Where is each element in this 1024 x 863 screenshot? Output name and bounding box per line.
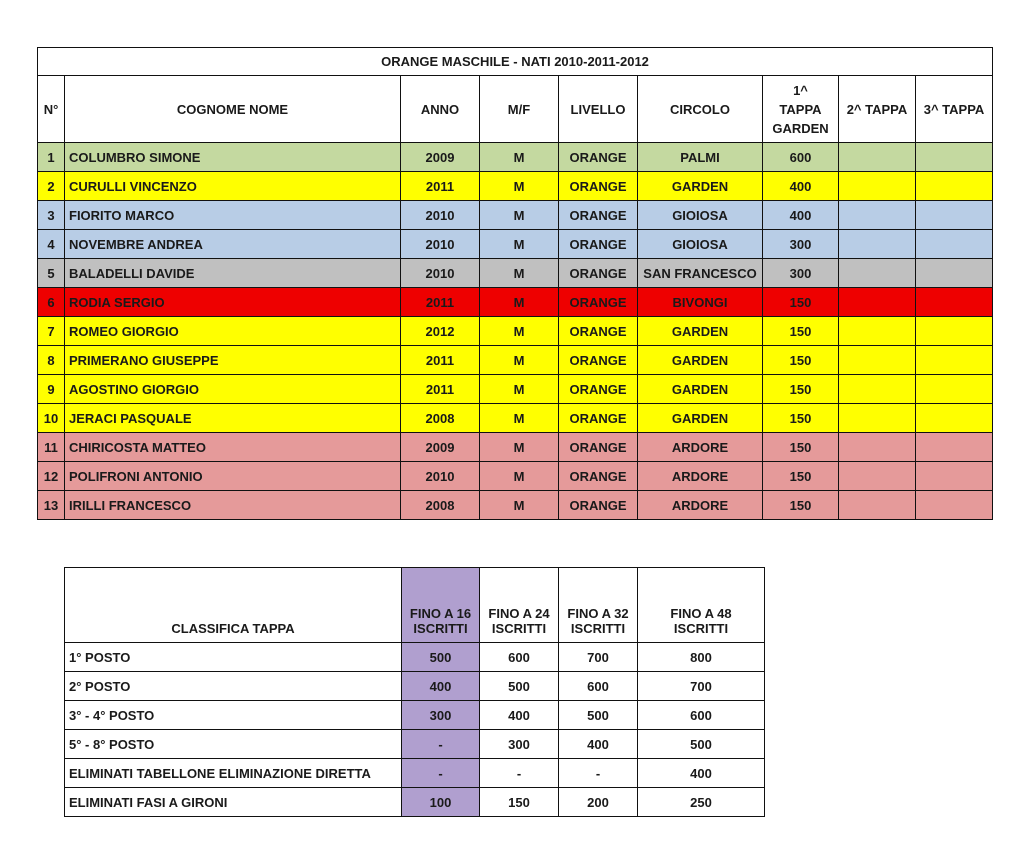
- stage2-points: [839, 143, 916, 172]
- player-name: POLIFRONI ANTONIO: [65, 462, 401, 491]
- scoring-row: [65, 759, 765, 788]
- stage1-points: 150: [763, 491, 839, 520]
- player-name: ROMEO GIORGIO: [65, 317, 401, 346]
- stage3-points: [916, 259, 993, 288]
- table-row: [38, 375, 993, 404]
- header-fino-32: [559, 568, 638, 643]
- player-name: CHIRICOSTA MATTEO: [65, 433, 401, 462]
- table-row: [38, 404, 993, 433]
- stage2-points: [839, 288, 916, 317]
- placement-label: ELIMINATI TABELLONE ELIMINAZIONE DIRETTA: [65, 759, 402, 788]
- level: ORANGE: [559, 491, 638, 520]
- stage2-points: [839, 433, 916, 462]
- scoring-header-label: CLASSIFICA TAPPA: [65, 568, 402, 643]
- stage2-points: [839, 259, 916, 288]
- stage1-points: 400: [763, 172, 839, 201]
- points-fino-32: 600: [559, 672, 638, 701]
- club: ARDORE: [638, 462, 763, 491]
- header-fino-48-line1: FINO A 48: [670, 606, 732, 621]
- level: ORANGE: [559, 230, 638, 259]
- header-tappa1-line2: TAPPA: [779, 101, 822, 117]
- points-fino-24: -: [480, 759, 559, 788]
- scoring-row: [65, 701, 765, 730]
- scoring-header-row: [65, 568, 765, 643]
- stage3-points: [916, 462, 993, 491]
- table-row: [38, 201, 993, 230]
- gender: M: [480, 317, 559, 346]
- header-anno: ANNO: [401, 76, 480, 143]
- birth-year: 2012: [401, 317, 480, 346]
- points-fino-32: 700: [559, 643, 638, 672]
- points-fino-16: 300: [402, 701, 480, 730]
- row-number: 2: [38, 172, 65, 201]
- stage2-points: [839, 201, 916, 230]
- stage2-points: [839, 346, 916, 375]
- header-tappa1: [763, 76, 839, 143]
- header-fino-32-line2: ISCRITTI: [570, 621, 626, 636]
- club: ARDORE: [638, 433, 763, 462]
- player-name: FIORITO MARCO: [65, 201, 401, 230]
- points-fino-24: 500: [480, 672, 559, 701]
- level: ORANGE: [559, 143, 638, 172]
- stage1-points: 150: [763, 288, 839, 317]
- stage3-points: [916, 230, 993, 259]
- level: ORANGE: [559, 462, 638, 491]
- placement-label: 3° - 4° POSTO: [65, 701, 402, 730]
- points-fino-32: 200: [559, 788, 638, 817]
- stage1-points: 150: [763, 433, 839, 462]
- stage1-points: 600: [763, 143, 839, 172]
- gender: M: [480, 288, 559, 317]
- level: ORANGE: [559, 375, 638, 404]
- header-tappa1-line1: 1^: [793, 82, 808, 98]
- row-number: 1: [38, 143, 65, 172]
- gender: M: [480, 404, 559, 433]
- header-fino-24-line1: FINO A 24: [488, 606, 550, 621]
- header-tappa1-line3: GARDEN: [772, 120, 829, 136]
- club: GARDEN: [638, 375, 763, 404]
- points-fino-16: -: [402, 730, 480, 759]
- points-fino-16: 500: [402, 643, 480, 672]
- header-circolo: CIRCOLO: [638, 76, 763, 143]
- header-fino-16: [402, 568, 480, 643]
- birth-year: 2011: [401, 375, 480, 404]
- club: PALMI: [638, 143, 763, 172]
- row-number: 11: [38, 433, 65, 462]
- birth-year: 2010: [401, 201, 480, 230]
- birth-year: 2011: [401, 288, 480, 317]
- club: GARDEN: [638, 317, 763, 346]
- stage2-points: [839, 404, 916, 433]
- table-row: [38, 259, 993, 288]
- gender: M: [480, 462, 559, 491]
- player-name: COLUMBRO SIMONE: [65, 143, 401, 172]
- stage3-points: [916, 317, 993, 346]
- club: GARDEN: [638, 172, 763, 201]
- birth-year: 2010: [401, 462, 480, 491]
- header-tappa3: 3^ TAPPA: [916, 76, 993, 143]
- stage2-points: [839, 375, 916, 404]
- points-fino-24: 400: [480, 701, 559, 730]
- level: ORANGE: [559, 288, 638, 317]
- club: GIOIOSA: [638, 230, 763, 259]
- header-fino-48-line2: ISCRITTI: [673, 621, 729, 636]
- points-fino-32: 400: [559, 730, 638, 759]
- table-row: [38, 433, 993, 462]
- placement-label: ELIMINATI FASI A GIRONI: [65, 788, 402, 817]
- table-row: [38, 462, 993, 491]
- header-num: N°: [38, 76, 65, 143]
- birth-year: 2010: [401, 259, 480, 288]
- player-name: CURULLI VINCENZO: [65, 172, 401, 201]
- stage2-points: [839, 491, 916, 520]
- row-number: 3: [38, 201, 65, 230]
- stage3-points: [916, 143, 993, 172]
- club: GARDEN: [638, 346, 763, 375]
- header-fino-24-line2: ISCRITTI: [491, 621, 547, 636]
- stage3-points: [916, 433, 993, 462]
- points-fino-32: 500: [559, 701, 638, 730]
- placement-label: 5° - 8° POSTO: [65, 730, 402, 759]
- level: ORANGE: [559, 433, 638, 462]
- gender: M: [480, 201, 559, 230]
- gender: M: [480, 375, 559, 404]
- table-row: [38, 172, 993, 201]
- scoring-table: [64, 567, 765, 817]
- row-number: 5: [38, 259, 65, 288]
- gender: M: [480, 433, 559, 462]
- header-fino-16-line2: ISCRITTI: [413, 621, 468, 636]
- stage1-points: 400: [763, 201, 839, 230]
- row-number: 4: [38, 230, 65, 259]
- row-number: 10: [38, 404, 65, 433]
- stage1-points: 150: [763, 375, 839, 404]
- points-fino-48: 700: [638, 672, 765, 701]
- gender: M: [480, 230, 559, 259]
- header-row: [38, 76, 993, 143]
- stage3-points: [916, 172, 993, 201]
- stage3-points: [916, 288, 993, 317]
- stage1-points: 300: [763, 230, 839, 259]
- points-fino-48: 250: [638, 788, 765, 817]
- club: GIOIOSA: [638, 201, 763, 230]
- stage2-points: [839, 317, 916, 346]
- player-name: IRILLI FRANCESCO: [65, 491, 401, 520]
- stage3-points: [916, 375, 993, 404]
- points-fino-24: 150: [480, 788, 559, 817]
- club: GARDEN: [638, 404, 763, 433]
- club: ARDORE: [638, 491, 763, 520]
- table-row: [38, 317, 993, 346]
- table-row: [38, 491, 993, 520]
- header-fino-24: [480, 568, 559, 643]
- header-fino-48: [638, 568, 765, 643]
- points-fino-24: 300: [480, 730, 559, 759]
- player-name: AGOSTINO GIORGIO: [65, 375, 401, 404]
- stage3-points: [916, 201, 993, 230]
- points-fino-24: 600: [480, 643, 559, 672]
- table-row: [38, 230, 993, 259]
- row-number: 8: [38, 346, 65, 375]
- row-number: 9: [38, 375, 65, 404]
- birth-year: 2008: [401, 404, 480, 433]
- birth-year: 2011: [401, 172, 480, 201]
- gender: M: [480, 172, 559, 201]
- placement-label: 2° POSTO: [65, 672, 402, 701]
- gender: M: [480, 346, 559, 375]
- stage1-points: 150: [763, 317, 839, 346]
- club: BIVONGI: [638, 288, 763, 317]
- stage3-points: [916, 404, 993, 433]
- table-row: [38, 143, 993, 172]
- header-fino-16-line1: FINO A 16: [409, 606, 472, 621]
- birth-year: 2011: [401, 346, 480, 375]
- stage2-points: [839, 172, 916, 201]
- points-fino-32: -: [559, 759, 638, 788]
- table-row: [38, 288, 993, 317]
- player-name: PRIMERANO GIUSEPPE: [65, 346, 401, 375]
- stage3-points: [916, 346, 993, 375]
- birth-year: 2009: [401, 433, 480, 462]
- row-number: 6: [38, 288, 65, 317]
- stage1-points: 300: [763, 259, 839, 288]
- header-livello: LIVELLO: [559, 76, 638, 143]
- points-fino-48: 400: [638, 759, 765, 788]
- stage3-points: [916, 491, 993, 520]
- stage1-points: 150: [763, 346, 839, 375]
- row-number: 13: [38, 491, 65, 520]
- stage2-points: [839, 462, 916, 491]
- level: ORANGE: [559, 404, 638, 433]
- row-number: 7: [38, 317, 65, 346]
- points-fino-48: 500: [638, 730, 765, 759]
- table-row: [38, 346, 993, 375]
- birth-year: 2009: [401, 143, 480, 172]
- club: SAN FRANCESCO: [638, 259, 763, 288]
- ranking-table: [37, 47, 993, 520]
- gender: M: [480, 259, 559, 288]
- points-fino-16: 100: [402, 788, 480, 817]
- level: ORANGE: [559, 201, 638, 230]
- stage1-points: 150: [763, 404, 839, 433]
- points-fino-48: 600: [638, 701, 765, 730]
- stage2-points: [839, 230, 916, 259]
- level: ORANGE: [559, 259, 638, 288]
- placement-label: 1° POSTO: [65, 643, 402, 672]
- points-fino-48: 800: [638, 643, 765, 672]
- row-number: 12: [38, 462, 65, 491]
- header-fino-32-line1: FINO A 32: [567, 606, 629, 621]
- player-name: JERACI PASQUALE: [65, 404, 401, 433]
- birth-year: 2010: [401, 230, 480, 259]
- birth-year: 2008: [401, 491, 480, 520]
- points-fino-16: 400: [402, 672, 480, 701]
- table-title: ORANGE MASCHILE - NATI 2010-2011-2012: [38, 48, 993, 76]
- stage1-points: 150: [763, 462, 839, 491]
- header-tappa2: 2^ TAPPA: [839, 76, 916, 143]
- header-mf: M/F: [480, 76, 559, 143]
- scoring-row: [65, 788, 765, 817]
- scoring-row: [65, 730, 765, 759]
- level: ORANGE: [559, 346, 638, 375]
- player-name: NOVEMBRE ANDREA: [65, 230, 401, 259]
- level: ORANGE: [559, 172, 638, 201]
- player-name: RODIA SERGIO: [65, 288, 401, 317]
- header-name: COGNOME NOME: [65, 76, 401, 143]
- gender: M: [480, 491, 559, 520]
- scoring-row: [65, 643, 765, 672]
- level: ORANGE: [559, 317, 638, 346]
- points-fino-16: -: [402, 759, 480, 788]
- scoring-row: [65, 672, 765, 701]
- player-name: BALADELLI DAVIDE: [65, 259, 401, 288]
- gender: M: [480, 143, 559, 172]
